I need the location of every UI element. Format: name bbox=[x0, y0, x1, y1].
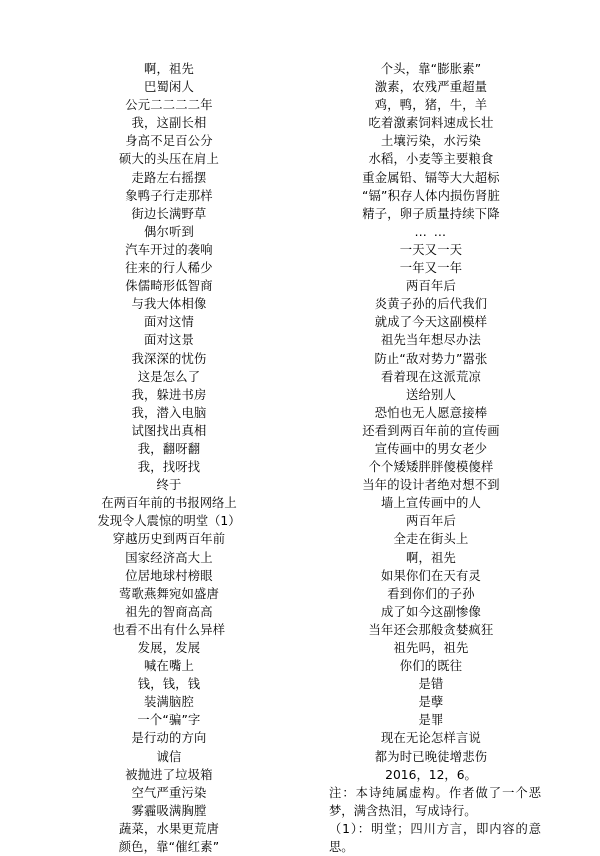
poem-line: 激素，农残严重超量 bbox=[374, 80, 488, 95]
poem-line: 个头，靠“膨胀素” bbox=[380, 62, 482, 76]
poem-line: 被抛进了垃圾箱 bbox=[125, 767, 213, 782]
poem-line: 蔬菜，水果更荒唐 bbox=[119, 821, 219, 836]
poem-line: 公元二二二二年 bbox=[125, 98, 213, 113]
poem-line: 现在无论怎样言说 bbox=[381, 731, 481, 746]
poem-line: 看到你们的子孙 bbox=[387, 586, 475, 601]
poem-line: 是行动的方向 bbox=[131, 731, 207, 746]
poem-line: 当年的设计者绝对想不到 bbox=[362, 478, 500, 493]
poem-date: 2016，12，6。 bbox=[385, 767, 477, 782]
poem-line: 全走在街头上 bbox=[393, 532, 469, 547]
poem-columns bbox=[40, 60, 560, 856]
poem-line: 防止“敌对势力”嚣张 bbox=[374, 351, 488, 366]
poem-line: 侏儒畸形低智商 bbox=[125, 279, 213, 294]
poem-line: 送给别人 bbox=[406, 387, 456, 402]
poem-note-2: （1）：明堂；四川方言，即内容的意思。 bbox=[329, 821, 541, 855]
poem-column-right bbox=[317, 60, 545, 856]
poem-line: 你们的既往 bbox=[399, 659, 463, 674]
poem-line: 试图找出真相 bbox=[131, 423, 207, 438]
poem-line: 水稻，小麦等主要粮食 bbox=[368, 152, 494, 167]
poem-line: 我，翻呀翻 bbox=[137, 441, 201, 456]
poem-line: 一个“骗”字 bbox=[137, 713, 201, 728]
poem-line: 精子，卵子质量持续下降 bbox=[362, 206, 500, 221]
poem-line: 国家经济高大上 bbox=[125, 550, 213, 565]
poem-line: 墙上宣传画中的人 bbox=[381, 496, 481, 511]
poem-line: 宣传画中的男女老少 bbox=[374, 441, 488, 456]
poem-line: 喊在嘴上 bbox=[144, 659, 194, 674]
poem-line: 如果你们在天有灵 bbox=[381, 568, 481, 583]
poem-line: 我，找呀找 bbox=[137, 460, 201, 475]
poem-line: 往来的行人稀少 bbox=[125, 261, 213, 276]
poem-line: 看着现在这派荒凉 bbox=[381, 369, 481, 384]
poem-line: 也看不出有什么异样 bbox=[112, 622, 226, 637]
poem-line: 都为时已晚徒增悲伤 bbox=[374, 749, 488, 764]
poem-line: 鸡，鸭，猪，牛，羊 bbox=[374, 98, 488, 113]
poem-line: 祖先的智商高高 bbox=[125, 604, 213, 619]
poem-line: 啊，祖先 bbox=[406, 550, 456, 565]
poem-line: 我，潜入电脑 bbox=[131, 405, 207, 420]
poem-line: 我，这副长相 bbox=[131, 116, 207, 131]
poem-line: 一年又一年 bbox=[399, 261, 463, 276]
poem-line: 在两百年前的书报网络上 bbox=[101, 496, 237, 511]
poem-line: 面对这情 bbox=[144, 315, 194, 330]
poem-line: 祖先当年想尽办法 bbox=[381, 333, 481, 348]
poem-line: 两百年后 bbox=[406, 514, 456, 529]
poem-line-ellipsis: … … bbox=[414, 224, 448, 239]
poem-line: 祖先吗，祖先 bbox=[393, 641, 469, 655]
poem-line: 炎黄子孙的后代我们 bbox=[374, 297, 488, 312]
poem-line: 啊，祖先 bbox=[144, 62, 194, 76]
poem-line: 与我大体相像 bbox=[131, 297, 207, 312]
poem-line: 硕大的头压在肩上 bbox=[119, 152, 219, 167]
poem-line: 重金属铅、镉等大大超标 bbox=[362, 170, 500, 185]
poem-line: 穿越历史到两百年前 bbox=[112, 532, 226, 547]
poem-line: 汽车开过的袭响 bbox=[125, 242, 213, 257]
poem-line: 还看到两百年前的宣传画 bbox=[362, 423, 500, 438]
poem-line: 是孽 bbox=[418, 695, 444, 710]
poem-line: 终于 bbox=[156, 478, 182, 493]
poem-line: 一天又一天 bbox=[399, 242, 463, 257]
poem-line: “镉”积存人体内损伤肾脏 bbox=[361, 188, 501, 203]
poem-line: 恐怕也无人愿意接棒 bbox=[374, 405, 488, 420]
poem-line: 个个矮矮胖胖傻模傻样 bbox=[368, 460, 494, 475]
poem-line: 当年还会那般贪婪疯狂 bbox=[368, 622, 494, 637]
poem-line: 吃着激素饲料速成长壮 bbox=[368, 116, 494, 131]
poem-line: 诚信 bbox=[156, 749, 182, 764]
poem-line: 面对这景 bbox=[144, 333, 194, 348]
poem-line: 颜色，靠“催红素” bbox=[118, 840, 220, 855]
poem-line: 是错 bbox=[418, 677, 444, 692]
poem-line: 象鸭子行走那样 bbox=[125, 188, 213, 203]
poem-line: 两百年后 bbox=[406, 279, 456, 294]
poem-column-left bbox=[55, 60, 283, 856]
poem-line: 土壤污染，水污染 bbox=[381, 134, 481, 149]
poem-line: 发展，发展 bbox=[137, 641, 201, 655]
poem-line: 位居地球村榜眼 bbox=[125, 568, 213, 583]
poem-line: 发现令人震惊的明堂（1） bbox=[97, 514, 241, 529]
poem-line: 身高不足百公分 bbox=[125, 134, 213, 149]
poem-line: 雾霾吸满胸膛 bbox=[131, 803, 207, 818]
poem-line: 装满脑腔 bbox=[144, 695, 194, 710]
poem-line: 街边长满野草 bbox=[131, 206, 207, 221]
poem-line: 是罪 bbox=[418, 713, 444, 728]
poem-line: 空气严重污染 bbox=[131, 785, 207, 800]
poem-line: 巴蜀闲人 bbox=[144, 80, 194, 95]
poem-line: 我，躲进书房 bbox=[131, 387, 207, 402]
poem-line: 偶尔听到 bbox=[144, 224, 194, 239]
poem-note-1: 注：本诗纯属虚构。作者做了一个恶梦，满含热泪，写成诗行。 bbox=[329, 785, 541, 818]
poem-line: 这是怎么了 bbox=[137, 369, 201, 384]
poem-line: 莺歌燕舞宛如盛唐 bbox=[119, 586, 219, 601]
poem-line: 我深深的忧伤 bbox=[131, 351, 207, 366]
poem-line: 就成了今天这副模样 bbox=[374, 315, 488, 330]
poem-line: 走路左右摇摆 bbox=[131, 170, 207, 185]
poem-line: 钱，钱，钱 bbox=[137, 677, 201, 692]
poem-line: 成了如今这副惨像 bbox=[381, 604, 481, 619]
